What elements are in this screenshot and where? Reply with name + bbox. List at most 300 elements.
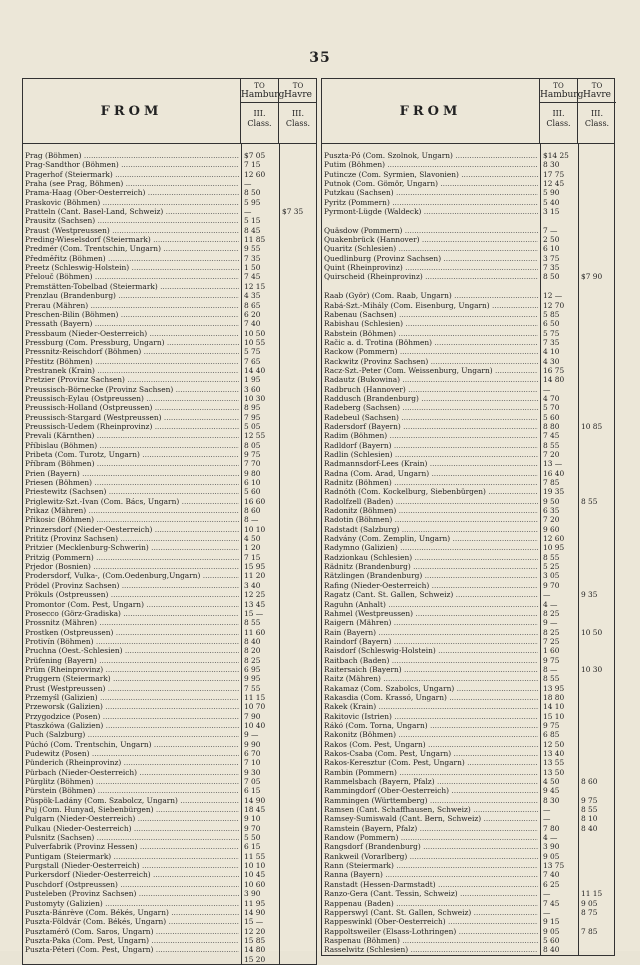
hamburg-rate: 9 — [543, 618, 558, 628]
hamburg-rate: 9 30 [244, 767, 261, 777]
station-name: Rammingdorf (Ober-Oesterreich) ..... [324, 786, 538, 795]
table-header [322, 79, 614, 144]
station-name: Ranna (Bayern) ..... [324, 870, 538, 879]
table-row [322, 833, 614, 842]
station-name: Rankweil (Vorarlberg) ..... [324, 852, 538, 861]
station-name: Rasselwitz (Schlesien) ..... [324, 945, 538, 954]
station-name: Pulsnitz (Sachsen) ..... [25, 833, 239, 842]
table-row [322, 740, 614, 749]
table-row [322, 254, 614, 263]
station-name: Quint (Rheinprovinz) ..... [324, 263, 538, 272]
station-name: Prag-Sandthor (Böhmen) ..... [25, 160, 239, 169]
table-row [23, 198, 316, 207]
station-name: Preding-Wieselsdorf (Steiermark) ..... [25, 235, 239, 244]
table-row [23, 553, 316, 562]
hamburg-rate: 6 20 [244, 309, 261, 319]
hamburg-rate: 10 60 [244, 879, 266, 889]
table-row [23, 487, 316, 496]
table-row [322, 207, 614, 216]
hamburg-rate: 11 85 [244, 235, 266, 245]
table-row [322, 899, 614, 908]
class-label: III. Class. [247, 109, 272, 128]
havre-rate: 8 55 [581, 496, 598, 506]
station-name: Radonitz (Böhmen) ..... [324, 506, 538, 515]
hamburg-rate: 12 25 [244, 590, 266, 600]
station-name: Pustomyty (Galizien) ..... [25, 899, 239, 908]
station-name: Przygodzice (Posen) ..... [25, 712, 239, 721]
table-row [322, 656, 614, 665]
table-row [322, 244, 614, 253]
table-row [23, 805, 316, 814]
hamburg-rate: 12 50 [543, 739, 565, 749]
table-row [23, 357, 316, 366]
hamburg-rate: 6 10 [543, 244, 560, 254]
table-row [23, 581, 316, 590]
station-name: Prerau (Mähren) ..... [25, 301, 239, 310]
station-name: Pyrmont-Lügde (Waldeck) ..... [324, 207, 538, 216]
station-name: Radebeul (Sachsen) ..... [324, 413, 538, 422]
station-name: Ranzo-Gera (Cant. Tessin, Schweiz) ..... [324, 889, 538, 898]
station-name: Purgstall (Nieder-Oesterreich) ..... [25, 861, 239, 870]
rate-rows [322, 144, 614, 955]
table-row [322, 880, 614, 889]
table-row [322, 534, 614, 543]
table-row [322, 590, 614, 599]
hamburg-rate: 7 95 [244, 412, 261, 422]
hamburg-rate: 7 05 [244, 777, 261, 787]
hamburg-rate: 5 70 [543, 403, 560, 413]
table-row [23, 740, 316, 749]
hamburg-rate: 16 75 [543, 365, 565, 375]
station-name: Radnóth (Com. Kockelburg, Siebenbürgen) ..... [324, 487, 538, 496]
station-name: Radna (Com. Arad, Ungarn) ..... [324, 469, 538, 478]
station-name: Pulkau (Nieder-Oesterreich) ..... [25, 824, 239, 833]
station-name: Radautz (Bukowina) ..... [324, 375, 538, 384]
table-row [23, 609, 316, 618]
table-row [322, 366, 614, 375]
table-row [23, 861, 316, 870]
table-row [322, 646, 614, 655]
table-row [322, 525, 614, 534]
hamburg-rate: 5 90 [543, 188, 560, 198]
hamburg-rate: 7 10 [244, 758, 261, 768]
hamburg-rate: 4 70 [543, 393, 560, 403]
hamburg-rate: 13 75 [543, 861, 565, 871]
station-name: Příbislau (Böhmen) ..... [25, 441, 239, 450]
table-row [322, 188, 614, 197]
hamburg-rate: 7 25 [543, 636, 560, 646]
station-name: Preetz (Schleswig-Holstein) ..... [25, 263, 239, 272]
hamburg-rate: $7 05 [244, 151, 266, 160]
table-row [23, 263, 316, 272]
hamburg-rate: 2 50 [543, 235, 560, 245]
station-name: Pressbaum (Nieder-Oesterreich) ..... [25, 329, 239, 338]
table-row [322, 861, 614, 870]
hamburg-rate: 4 10 [543, 347, 560, 357]
station-name: Rahmel (Westpreussen) ..... [324, 609, 538, 618]
station-name: Prenzlau (Brandenburg) ..... [25, 291, 239, 300]
havre-rate: 7 85 [581, 926, 598, 936]
station-name: Rappenau (Baden) ..... [324, 899, 538, 908]
hamburg-rate: 13 40 [543, 749, 565, 758]
hamburg-rate: 8 — [543, 664, 558, 674]
hamburg-rate: 9 05 [543, 926, 560, 936]
table-row [322, 413, 614, 422]
hamburg-rate: 4 50 [543, 777, 560, 787]
hamburg-rate: 9 50 [543, 496, 560, 506]
to-label: TO [553, 82, 564, 90]
class-label: III. Class. [546, 109, 571, 128]
station-name: Rakasdia (Com. Krassó, Ungarn) ..... [324, 693, 538, 702]
hamburg-rate: 13 95 [543, 683, 565, 693]
havre-rate: 9 35 [581, 590, 598, 600]
table-row [23, 515, 316, 524]
table-row [23, 571, 316, 580]
hamburg-rate: 7 40 [244, 319, 261, 329]
table-row [23, 917, 316, 926]
hamburg-rate: 1 20 [244, 543, 261, 553]
station-name: Ptaszkówa (Galizien) ..... [25, 721, 239, 730]
station-name: Púchó (Com. Trentschin, Ungarn) ..... [25, 740, 239, 749]
rate-rows [23, 144, 316, 964]
table-row [322, 805, 614, 814]
table-row [322, 291, 614, 300]
table-row [322, 310, 614, 319]
table-row [322, 777, 614, 786]
table-row [23, 600, 316, 609]
hamburg-rate: 5 60 [244, 487, 261, 497]
hamburg-rate: 5 60 [543, 412, 560, 422]
table-row [322, 889, 614, 898]
station-name: Ramsen (Cant. Schaffhausen, Schweiz) ..... [324, 805, 538, 814]
station-name: Praskovic (Böhmen) ..... [25, 198, 239, 207]
hamburg-rate: — [244, 207, 252, 217]
hamburg-rate: 3 90 [543, 842, 560, 852]
dest-hamburg: Hamburg [241, 90, 278, 103]
havre-header [279, 79, 317, 143]
station-name: Raguhn (Anhalt) ..... [324, 600, 538, 609]
table-row [23, 590, 316, 599]
hamburg-rate: 10 10 [244, 524, 266, 534]
station-name: Pyritz (Pommern) ..... [324, 198, 538, 207]
table-row [23, 272, 316, 281]
table-row [322, 515, 614, 524]
hamburg-rate: 6 70 [244, 749, 261, 758]
station-name: Prjedor (Bosnien) ..... [25, 562, 239, 571]
hamburg-rate: 8 25 [244, 655, 261, 665]
station-name: Pretzier (Provinz Sachsen) ..... [25, 375, 239, 384]
table-row [322, 628, 614, 637]
table-row [322, 394, 614, 403]
hamburg-rate: 8 55 [543, 552, 560, 562]
table-row [322, 730, 614, 739]
table-row [23, 441, 316, 450]
hamburg-rate: 15 10 [543, 711, 565, 721]
table-row [322, 385, 614, 394]
table-row [23, 319, 316, 328]
hamburg-rate: 10 70 [244, 702, 266, 712]
station-name: Raab (Györ) (Com. Raab, Ungarn) ..... [324, 291, 538, 300]
table-row [23, 749, 316, 758]
hamburg-rate: 14 40 [244, 365, 266, 375]
hamburg-rate: 12 60 [244, 169, 266, 179]
table-row [23, 403, 316, 412]
table-row [322, 198, 614, 207]
table-row [23, 188, 316, 197]
table-row [23, 702, 316, 711]
table-row [23, 833, 316, 842]
station-name: Predmér (Com. Trentschin, Ungarn) ..... [25, 244, 239, 253]
table-row [322, 768, 614, 777]
hamburg-rate: 8 50 [543, 272, 560, 282]
station-name: Quirscheid (Rheinprovinz) ..... [324, 272, 538, 281]
station-name: Prökuls (Ostpreussen) ..... [25, 590, 239, 599]
hamburg-rate: 4 — [543, 599, 558, 609]
station-name: Promontor (Com. Pest, Ungarn) ..... [25, 600, 239, 609]
hamburg-rate: 7 35 [543, 263, 560, 273]
station-name: Prien (Bayern) ..... [25, 469, 239, 478]
hamburg-rate: 7 20 [543, 515, 560, 525]
table-row [322, 301, 614, 310]
hamburg-rate: 8 40 [244, 636, 261, 646]
hamburg-rate: 5 05 [244, 421, 261, 431]
table-row [322, 721, 614, 730]
table-row [322, 375, 614, 384]
table-row [322, 796, 614, 805]
table-row [23, 908, 316, 917]
table-row [322, 403, 614, 412]
table-row [322, 684, 614, 693]
station-name: Radbruch (Hannover) ..... [324, 385, 538, 394]
station-name: Rambin (Pommern) ..... [324, 768, 538, 777]
hamburg-rate: 7 90 [244, 711, 261, 721]
hamburg-rate: 15 — [244, 608, 264, 618]
table-row [23, 413, 316, 422]
hamburg-rate: 7 45 [244, 272, 261, 282]
table-row [23, 889, 316, 898]
station-name: Radnitz (Böhmen) ..... [324, 478, 538, 487]
hamburg-rate: 9 05 [543, 851, 560, 861]
havre-rate: 9 05 [581, 898, 598, 908]
hamburg-rate: 3 40 [244, 580, 261, 590]
left-column-table [22, 78, 317, 965]
hamburg-rate: 16 60 [244, 496, 266, 506]
station-name: Prititz (Provinz Sachsen) ..... [25, 534, 239, 543]
table-row [23, 338, 316, 347]
havre-rate: 8 10 [581, 814, 598, 824]
station-name: Rabá-Szt.-Mihály (Com. Eisenburg, Ungarn) ..... [324, 301, 538, 310]
table-row [23, 244, 316, 253]
hamburg-rate: 12 60 [543, 534, 565, 544]
station-name: Quakenbrück (Hannover) ..... [324, 235, 538, 244]
hamburg-rate: 7 40 [543, 870, 560, 880]
station-name: Rakos-Keresztur (Com. Pest, Ungarn) ..... [324, 758, 538, 767]
table-row [322, 272, 614, 281]
station-name: Rammingen (Württemberg) ..... [324, 796, 538, 805]
table-row [322, 459, 614, 468]
hamburg-rate: 5 40 [543, 197, 560, 207]
station-name: Prossnitz (Mähren) ..... [25, 618, 239, 627]
table-row [23, 291, 316, 300]
station-name: Příbram (Böhmen) ..... [25, 459, 239, 468]
station-name: Radymno (Galizien) ..... [324, 543, 538, 552]
hamburg-rate: 13 45 [244, 599, 266, 609]
station-name: Rakos-Csaba (Com. Pest, Ungarn) ..... [324, 749, 538, 758]
table-row [23, 768, 316, 777]
table-row [23, 693, 316, 702]
hamburg-rate: 7 — [543, 225, 558, 235]
hamburg-rate: 9 70 [244, 823, 261, 833]
table-row [322, 469, 614, 478]
station-name: Rákó (Com. Torna, Ungarn) ..... [324, 721, 538, 730]
hamburg-rate: 5 95 [244, 197, 261, 207]
table-row [23, 786, 316, 795]
to-label: TO [292, 82, 304, 90]
station-name: Radzionkau (Schlesien) ..... [324, 553, 538, 562]
hamburg-rate: 14 90 [244, 907, 266, 917]
table-row [322, 637, 614, 646]
hamburg-rate: 3 90 [244, 889, 261, 899]
table-row [23, 758, 316, 767]
hamburg-rate: 10 95 [543, 543, 565, 553]
table-row [322, 674, 614, 683]
station-name: Prikaz (Mähren) ..... [25, 506, 239, 515]
hamburg-rate: 14 10 [543, 702, 565, 712]
station-name: Radeberg (Sachsen) ..... [324, 403, 538, 412]
table-row [23, 329, 316, 338]
table-row [23, 160, 316, 169]
hamburg-rate: 8 25 [543, 627, 560, 637]
station-name: Rapperswyl (Cant. St. Gallen, Schweiz) ..... [324, 908, 538, 917]
hamburg-rate: 5 75 [543, 328, 560, 338]
hamburg-rate: — [543, 889, 551, 899]
hamburg-rate: 14 80 [244, 945, 266, 955]
station-name: Radstadt (Salzburg) ..... [324, 525, 538, 534]
table-row [322, 581, 614, 590]
table-row [322, 151, 614, 160]
table-row [322, 562, 614, 571]
table-row [23, 394, 316, 403]
table-row [322, 842, 614, 851]
table-row [322, 506, 614, 515]
table-row [322, 712, 614, 721]
hamburg-rate: 12 70 [543, 300, 565, 310]
havre-rate: $7 35 [282, 207, 304, 217]
table-row [322, 600, 614, 609]
table-row [322, 487, 614, 496]
station-name: Pulverfabrik (Provinz Hessen) ..... [25, 842, 239, 851]
havre-rate: 10 50 [581, 627, 603, 637]
hamburg-rate: 15 85 [244, 935, 266, 945]
station-name: Püspök-Ladány (Com. Szabolcz, Ungarn) ..... [25, 796, 239, 805]
station-name: Preussisch-Stargard (Westpreussen) ..... [25, 413, 239, 422]
table-row [23, 207, 316, 216]
hamburg-rate: 8 30 [543, 160, 560, 170]
station-name: Pressnitz-Reischdorf (Böhmen) ..... [25, 347, 239, 356]
hamburg-rate: 5 60 [543, 935, 560, 945]
table-row [23, 721, 316, 730]
station-name: Rakonitz (Böhmen) ..... [324, 730, 538, 739]
table-row [322, 441, 614, 450]
dest-havre: Havre [578, 90, 616, 103]
station-name: Rammelsbach (Bayern, Pfalz) ..... [324, 777, 538, 786]
hamburg-rate: 11 55 [244, 851, 266, 861]
havre-rate: 10 30 [581, 664, 603, 674]
station-name: Ramsey-Sumiswald (Cant. Bern, Schweiz) ..... [324, 814, 538, 823]
hamburg-rate: 7 35 [244, 253, 261, 263]
table-row [23, 656, 316, 665]
table-row [322, 422, 614, 431]
station-name: Prausitz (Sachsen) ..... [25, 216, 239, 225]
table-row [322, 329, 614, 338]
station-name: Putincze (Com. Syrmien, Slavonien) ..... [324, 170, 538, 179]
hamburg-rate: 6 95 [244, 664, 261, 674]
table-row [23, 431, 316, 440]
table-row [322, 450, 614, 459]
station-name: Rädnitz (Brandenburg) ..... [324, 562, 538, 571]
hamburg-rate: 15 20 [244, 954, 266, 964]
station-name: Rann (Steiermark) ..... [324, 861, 538, 870]
hamburg-rate: 7 15 [244, 160, 261, 170]
hamburg-header [540, 79, 584, 143]
hamburg-rate: 8 25 [543, 608, 560, 618]
station-name: Radmannsdorf-Lees (Krain) ..... [324, 459, 538, 468]
hamburg-rate: 8 45 [244, 225, 261, 235]
station-name: Pulgarn (Nieder-Oesterreich) ..... [25, 814, 239, 823]
class-label: III. Class. [584, 109, 610, 128]
table-row [23, 534, 316, 543]
table-row [23, 478, 316, 487]
station-name: Putzkau (Sachsen) ..... [324, 188, 538, 197]
station-name: Puszta-Földvár (Com. Békés, Ungarn) ..... [25, 917, 239, 926]
table-row [322, 282, 614, 291]
station-name: Rangsdorf (Brandenburg) ..... [324, 842, 538, 851]
station-name: Preussisch-Holland (Ostpreussen) ..... [25, 403, 239, 412]
station-name: Preussisch-Börnecke (Provinz Sachsen) ..... [25, 385, 239, 394]
table-row [322, 852, 614, 861]
hamburg-rate: 4 50 [244, 534, 261, 544]
hamburg-rate: 6 35 [543, 506, 560, 516]
hamburg-rate: 7 65 [244, 356, 261, 366]
table-row [322, 749, 614, 758]
hamburg-rate: 13 55 [543, 758, 565, 768]
hamburg-rate: 7 45 [543, 898, 560, 908]
table-row [322, 431, 614, 440]
table-row [322, 870, 614, 879]
station-name: Pruggern (Steiermark) ..... [25, 674, 239, 683]
hamburg-rate: — [543, 907, 551, 917]
to-label: TO [254, 82, 265, 90]
hamburg-rate: 6 15 [244, 842, 261, 852]
table-row [322, 338, 614, 347]
hamburg-rate: 12 — [543, 291, 563, 301]
station-name: Raindorf (Bayern) ..... [324, 637, 538, 646]
havre-rate: 11 15 [581, 889, 603, 899]
table-row [322, 814, 614, 823]
station-name: Protivín (Böhmen) ..... [25, 637, 239, 646]
table-row [322, 160, 614, 169]
table-row [23, 282, 316, 291]
table-row [322, 497, 614, 506]
station-name: Prag (Böhmen) ..... [25, 151, 239, 160]
hamburg-rate: 18 45 [244, 805, 266, 815]
station-name: Quaritz (Schlesien) ..... [324, 244, 538, 253]
hamburg-rate: — [543, 805, 551, 815]
table-row [23, 497, 316, 506]
station-name: Premstätten-Tobelbad (Steiermark) ..... [25, 282, 239, 291]
hamburg-rate: 11 20 [244, 571, 266, 581]
station-name: Putnok (Com. Gömör, Ungarn) ..... [324, 179, 538, 188]
